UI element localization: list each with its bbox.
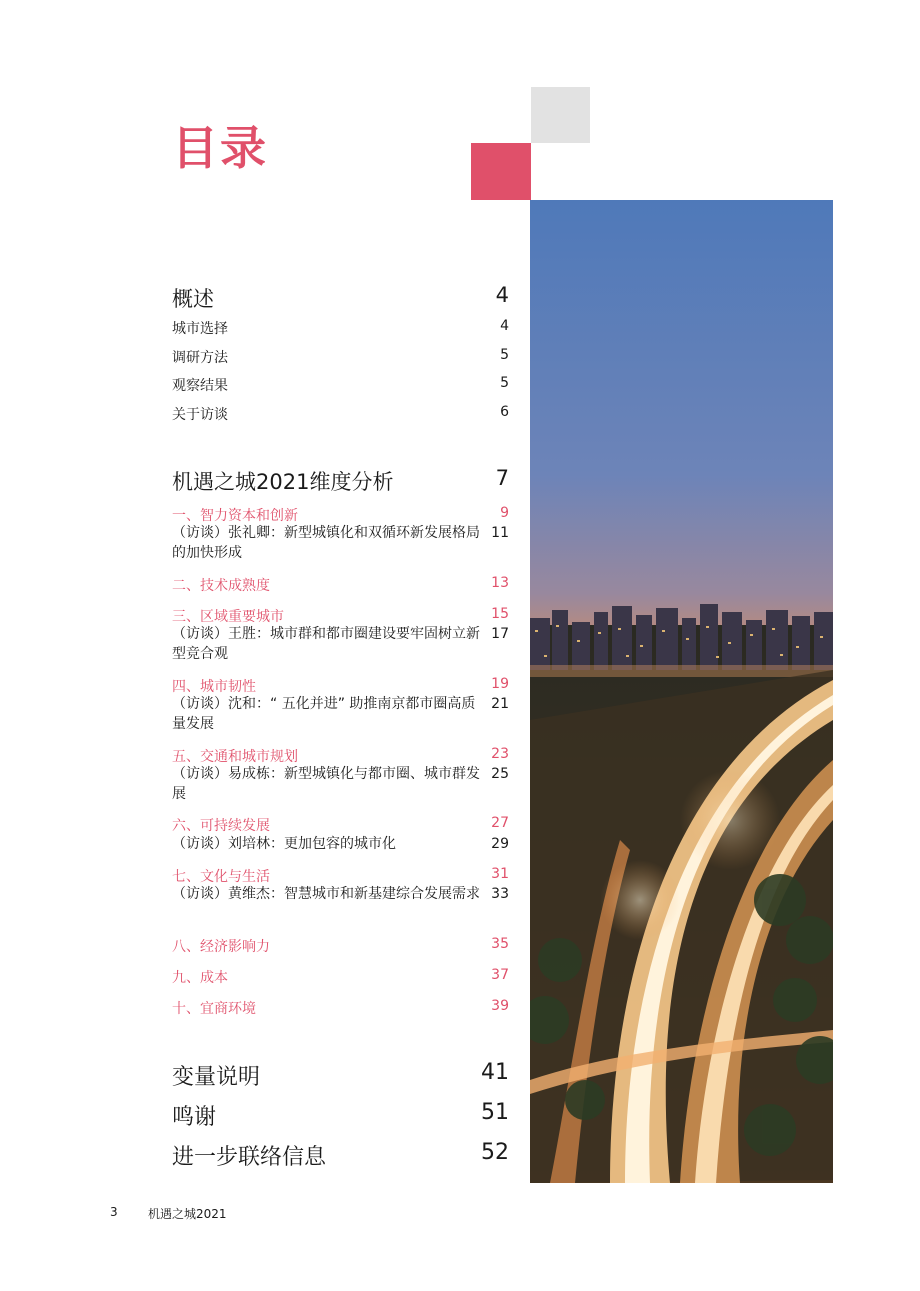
toc-page: 9 — [500, 505, 509, 521]
toc-label: （访谈）王胜：城市群和都市圈建设要牢固树立新型竞合观 — [172, 626, 480, 662]
toc-label: （访谈）刘培林：更加包容的城市化 — [172, 836, 396, 852]
toc-page: 7 — [495, 466, 509, 490]
toc-label: 关于访谈 — [172, 407, 228, 423]
toc-label: 一、智力资本和创新 — [172, 508, 298, 524]
toc-label: 进一步联络信息 — [172, 1145, 327, 1170]
toc-page: 52 — [481, 1140, 509, 1165]
toc-label: 城市选择 — [172, 321, 228, 337]
toc-label: 二、技术成熟度 — [172, 578, 270, 594]
toc-label: 观察结果 — [172, 378, 228, 394]
toc-page: 31 — [491, 866, 509, 882]
toc-label: 概述 — [172, 287, 214, 311]
toc-page: 19 — [491, 676, 509, 692]
toc-label: （访谈）黄维杰：智慧城市和新基建综合发展需求 — [172, 886, 480, 902]
toc-page: 13 — [491, 575, 509, 591]
toc-label: 变量说明 — [172, 1065, 261, 1090]
decorative-gray-square — [531, 87, 590, 143]
toc-page: 6 — [500, 404, 509, 420]
toc-label: 三、区域重要城市 — [172, 609, 284, 625]
toc-page: 51 — [481, 1100, 509, 1125]
page-title: 目录 — [172, 121, 268, 175]
toc-page: 29 — [491, 836, 509, 852]
toc-label: 八、经济影响力 — [172, 939, 270, 955]
toc-label: 机遇之城2021维度分析 — [172, 470, 394, 494]
toc-page: 23 — [491, 746, 509, 762]
toc-label: 九、成本 — [172, 970, 228, 986]
toc-page: 5 — [500, 375, 509, 391]
toc-page: 21 — [491, 696, 509, 712]
toc-label: 四、城市韧性 — [172, 679, 256, 695]
toc-label: （访谈）沈和：“ 五化并进” 助推南京都市圈高质量发展 — [172, 696, 476, 732]
toc-page: 4 — [500, 318, 509, 334]
toc-label: 六、可持续发展 — [172, 818, 270, 834]
toc-label: 鸣谢 — [172, 1105, 217, 1130]
city-highway-night-photo — [530, 200, 833, 1183]
toc-page: 33 — [491, 886, 509, 902]
toc-page: 25 — [491, 766, 509, 782]
toc-label: （访谈）张礼卿：新型城镇化和双循环新发展格局的加快形成 — [172, 525, 480, 561]
toc-label: 七、文化与生活 — [172, 869, 270, 885]
toc-page: 37 — [491, 967, 509, 983]
toc-page: 4 — [495, 283, 509, 307]
toc-label: 调研方法 — [172, 350, 228, 366]
toc-page: 15 — [491, 606, 509, 622]
toc-page: 39 — [491, 998, 509, 1014]
toc-label: 十、宜商环境 — [172, 1001, 256, 1017]
footer-publication-title: 机遇之城2021 — [148, 1207, 227, 1221]
toc-label: （访谈）易成栋：新型城镇化与都市圈、城市群发展 — [172, 766, 480, 802]
toc-page: 41 — [481, 1060, 509, 1085]
decorative-pink-square — [471, 143, 531, 200]
toc-page: 27 — [491, 815, 509, 831]
toc-page: 17 — [491, 626, 509, 642]
footer-page-number: 3 — [110, 1205, 118, 1219]
toc-page: 11 — [491, 525, 509, 541]
toc-page: 35 — [491, 936, 509, 952]
toc-page: 5 — [500, 347, 509, 363]
toc-label: 五、交通和城市规划 — [172, 749, 298, 765]
